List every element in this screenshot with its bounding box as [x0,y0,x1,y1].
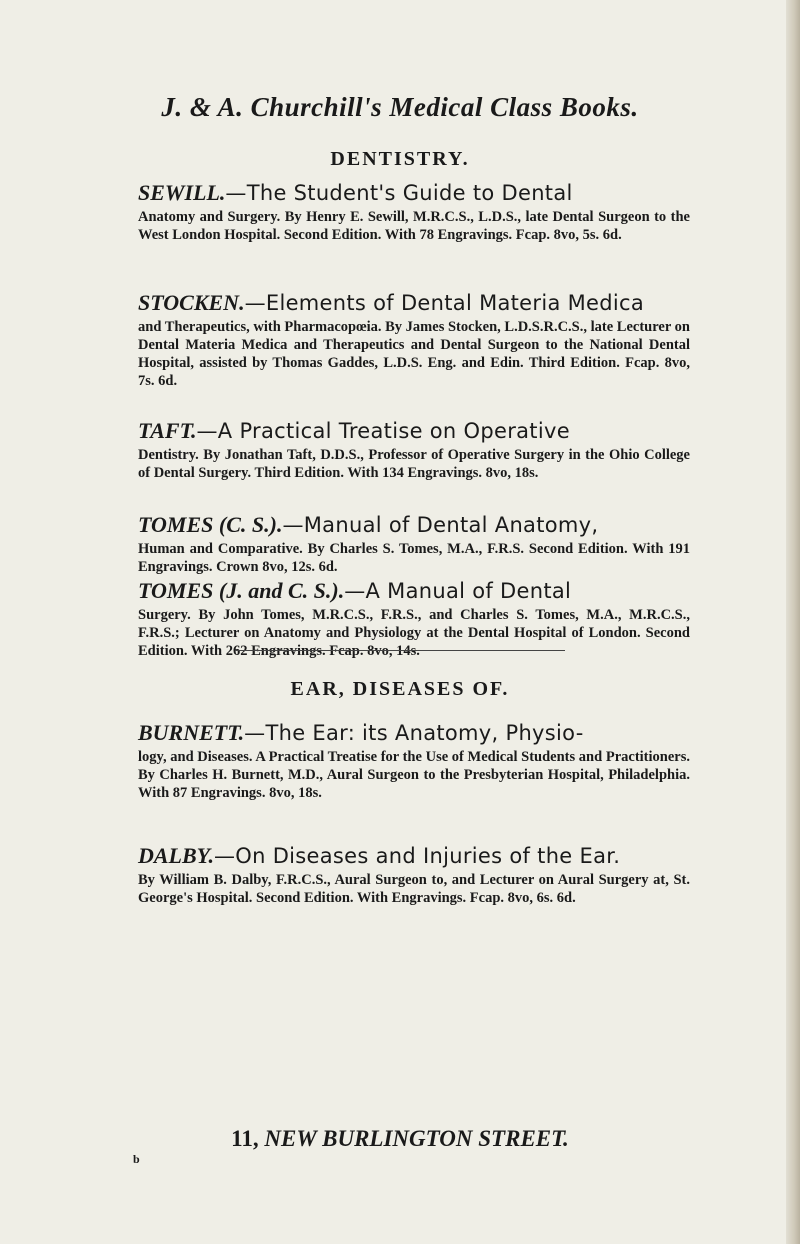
entry-title: —Manual of Dental Anatomy, [282,513,599,537]
entry-title: —On Diseases and Injuries of the Ear. [213,844,621,868]
entry-title: —A Manual of Dental [344,579,572,603]
entry-title: —The Ear: its Anatomy, Physio- [244,721,584,745]
entry-heading [138,180,690,206]
entry-author: TOMES (J. and C. S.). [138,578,345,603]
book-entry-tomes-cs [138,512,690,576]
book-entry-taft [138,418,690,482]
entry-title: —The Student's Guide to Dental [225,181,573,205]
entry-description: Human and Comparative. By Charles S. Tomes, M.A., F.R.S. Second Edition. With 191 Engravings. Crown 8vo, 12s. 6d. [138,541,690,575]
entry-author: TOMES (C. S.). [138,512,283,537]
entry-author: BURNETT. [138,720,245,745]
entry-description: Anatomy and Surgery. By Henry E. Sewill, M.R.C.S., L.D.S., late Dental Surgeon to the West London Hospital. Second Edition. With 78 Engravings. Fcap. 8vo, 5s. 6d. [138,209,690,243]
book-entry-burnett [138,720,690,802]
street-number: 11, [231,1126,259,1151]
entry-description: Dentistry. By Jonathan Taft, D.D.S., Professor of Operative Surgery in the Ohio College of Dental Surgery. Third Edition. With 134 Engravings. 8vo, 18s. [138,447,690,481]
entry-heading [138,290,690,316]
entry-heading [138,418,690,444]
entry-heading [138,720,690,746]
entry-description: Surgery. By John Tomes, M.R.C.S., F.R.S., and Charles S. Tomes, M.A., M.R.C.S., F.R.S.; Lecturer on Anatomy and Physiology at the Dental Hospital of London. Second Edition. With 262 Engravings. Fcap. 8vo, 14s. [138,607,690,659]
section-title-ear: EAR, DISEASES OF. [290,678,510,700]
entry-description: By William B. Dalby, F.R.C.S., Aural Surgeon to, and Lecturer on Aural Surgery at, St. George's Hospital. Second Edition. With Engravings. Fcap. 8vo, 6s. 6d. [138,872,690,906]
entry-heading [138,578,690,604]
publisher-address [0,1126,800,1152]
entry-author: TAFT. [138,418,197,443]
section-divider [235,650,565,651]
book-entry-sewill [138,180,690,244]
book-entry-dalby [138,843,690,907]
signature-mark: b [133,1152,140,1166]
entry-heading [138,512,690,538]
entry-title: —A Practical Treatise on Operative [196,419,570,443]
entry-description: logy, and Diseases. A Practical Treatise for the Use of Medical Students and Practitioners. By Charles H. Burnett, M.D., Aural Surgeon to the Presbyterian Hospital, Philadelphia. With 87 Engravings. 8vo, 18s. [138,749,690,801]
book-entry-tomes-j-cs [138,578,690,660]
page-header: J. & A. Churchill's Medical Class Books. [161,92,639,122]
street-name: NEW BURLINGTON STREET. [264,1126,569,1151]
entry-author: STOCKEN. [138,290,245,315]
section-title-dentistry: DENTISTRY. [330,148,470,170]
entry-description: and Therapeutics, with Pharmacopœia. By James Stocken, L.D.S.R.C.S., late Lecturer on Dental Materia Medica and Therapeutics and Dental Surgeon to the National Dental Hospital, assisted by Thomas Gaddes, L.D.S. Eng. and Edin. Third Edition. Fcap. 8vo, 7s. 6d. [138,319,690,389]
entry-author: DALBY. [138,843,214,868]
page-edge [786,0,800,1244]
entry-heading [138,843,690,869]
entry-title: —Elements of Dental Materia Medica [244,291,645,315]
entry-author: SEWILL. [138,180,226,205]
book-entry-stocken [138,290,690,390]
